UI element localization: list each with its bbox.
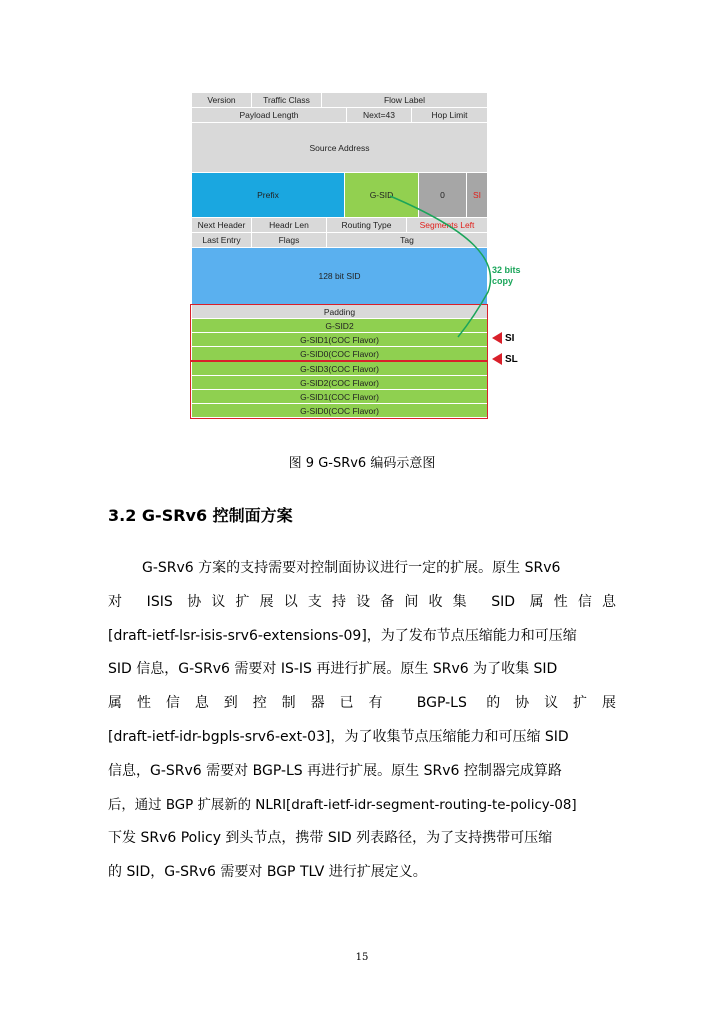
paragraph-line: 后，通过 BGP 扩展新的 NLRI[draft-ietf-idr-segment-routing-te-policy-08]: [108, 797, 577, 813]
segment-g-sid1-coc: G-SID1(COC Flavor): [192, 333, 488, 347]
field-si: SI: [467, 173, 488, 218]
sl-pointer: [492, 353, 518, 365]
copy-label-bits: 32 bits: [492, 265, 521, 275]
si-pointer: [492, 332, 514, 344]
paragraph-line: [draft-ietf-lsr-isis-srv6-extensions-09]，为了发布节点压缩能力和可压缩: [108, 627, 577, 644]
paragraph-line: 信息，G-SRv6 需要对 BGP-LS 再进行扩展。原生 SRv6 控制器完成算路: [108, 762, 562, 779]
si-pointer-label: SI: [505, 332, 515, 344]
field-flow-label: Flow Label: [322, 93, 488, 108]
field-source-address: Source Address: [192, 123, 488, 173]
paragraph-line: 对 ISIS 协议扩展以支持设备间收集 SID 属性信息: [108, 593, 616, 610]
field-tag: Tag: [327, 233, 488, 248]
paragraph-line: [draft-ietf-idr-bgpls-srv6-ext-03]，为了收集节点压缩能力和可压缩 SID: [108, 728, 569, 745]
segment-g-sid3-coc: G-SID3(COC Flavor): [192, 362, 488, 376]
copy-label-word: copy: [492, 276, 514, 286]
segment-padding: Padding: [192, 305, 488, 319]
field-segments-left: Segments Left: [407, 218, 488, 233]
page-number: 15: [355, 952, 369, 963]
field-routing-type: Routing Type: [327, 218, 407, 233]
field-prefix: Prefix: [192, 173, 345, 218]
field-next-header: Next Header: [192, 218, 252, 233]
copy-label: [492, 265, 521, 287]
field-payload-length: Payload Length: [192, 108, 347, 123]
sl-pointer-label: SL: [505, 353, 518, 365]
field-zero: 0: [419, 173, 467, 218]
left-triangle-icon: [492, 353, 502, 365]
segment-g-sid2: G-SID2: [192, 319, 488, 333]
field-g-sid: G-SID: [345, 173, 419, 218]
field-last-entry: Last Entry: [192, 233, 252, 248]
field-hop-limit: Hop Limit: [412, 108, 488, 123]
paragraph-line: SID 信息，G-SRv6 需要对 IS-IS 再进行扩展。原生 SRv6 为了收集 SID: [108, 661, 558, 678]
field-version: Version: [192, 93, 252, 108]
paragraph-line: 下发 SRv6 Policy 到头节点，携带 SID 列表路径，为了支持携带可压缩: [108, 830, 553, 847]
field-flags: Flags: [252, 233, 327, 248]
figure-caption: 图 9 G-SRv6 编码示意图: [288, 456, 436, 471]
segment-g-sid2-coc: G-SID2(COC Flavor): [192, 376, 488, 390]
paragraph-line: 属性信息到控制器已有 BGP-LS 的协议扩展: [108, 695, 616, 712]
segment-g-sid0-coc: G-SID0(COC Flavor): [192, 347, 488, 361]
field-traffic-class: Traffic Class: [252, 93, 322, 108]
paragraph-line: G-SRv6 方案的支持需要对控制面协议进行一定的扩展。原生 SRv6: [142, 560, 561, 576]
section-heading: 3.2 G-SRv6 控制面方案: [108, 506, 293, 525]
body-paragraph: [108, 552, 616, 890]
left-triangle-icon: [492, 332, 502, 344]
paragraph-line: 的 SID，G-SRv6 需要对 BGP TLV 进行扩展定义。: [108, 864, 427, 881]
field-next-header-43: Next=43: [347, 108, 412, 123]
segment-g-sid0-coc-2: G-SID0(COC Flavor): [192, 404, 488, 418]
segment-g-sid1-coc-2: G-SID1(COC Flavor): [192, 390, 488, 404]
field-header-len: Headr Len: [252, 218, 327, 233]
field-128bit-sid: 128 bit SID: [192, 248, 488, 305]
